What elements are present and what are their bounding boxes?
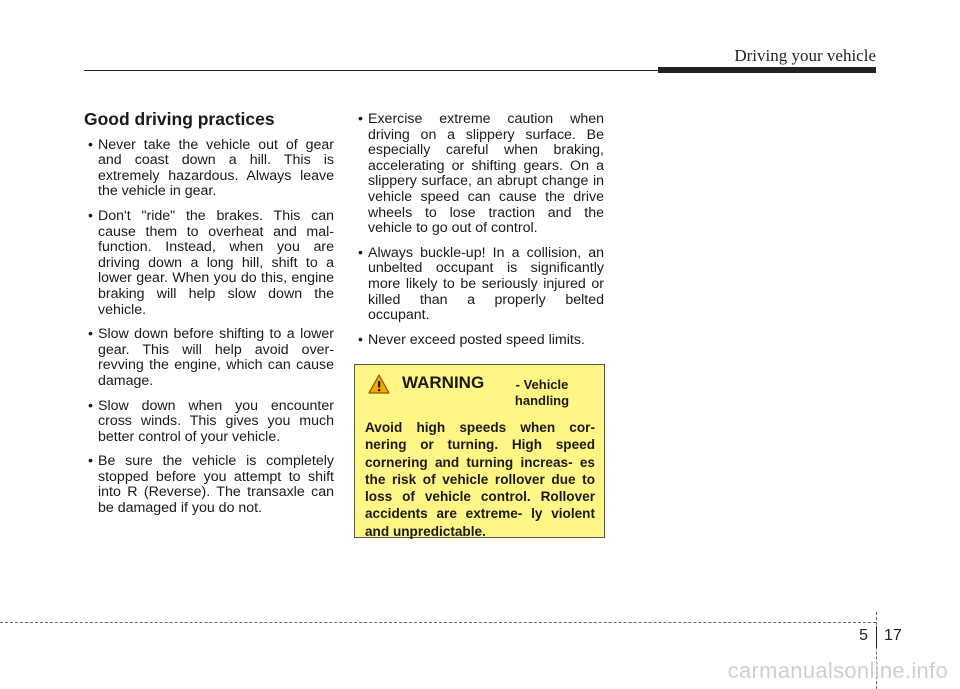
list-item: • Never take the vehicle out of gear and coast down a hill. This is extremely hazardous. Always leave the vehicle in gear. (84, 138, 334, 200)
list-item: • Be sure the vehicle is completely stopped before you attempt to shift into R (Reverse). The transaxle can be damaged if you do not. (84, 454, 334, 516)
warning-subtitle-line2: handling (514, 393, 570, 408)
warning-subtitle (497, 377, 587, 409)
running-head: Driving your vehicle (734, 46, 876, 65)
list-item: • Always buckle-up! In a collision, an unbelted occupant is significantly more likely to be seriously injured or killed than a properly belted occupant. (354, 246, 604, 324)
warning-triangle-icon (368, 374, 390, 394)
header-rule-thin (84, 70, 660, 71)
warning-box (354, 364, 605, 538)
watermark: carmanualsonline.info (727, 658, 948, 683)
left-column (84, 110, 334, 526)
list-item: • Never exceed posted speed limits. (354, 333, 604, 349)
footer-dashed-rule (0, 622, 876, 623)
page-number: 17 (884, 627, 902, 644)
list-item: • Slow down before shifting to a lower gear. This will help avoid over-revving the engine, which can cause damage. (84, 327, 334, 389)
list-item: • Don't "ride" the brakes. This can cause them to overheat and mal- function. Instead, when you are driving down a long hill, shift to a lower gear. When you do this, engine braking will help slow down the vehicle. (84, 209, 334, 318)
list-item: • Exercise extreme caution when driving on a slippery surface. Be especially careful when braking, accelerating or shifting gears. On a slippery surface, an abrupt change in vehicle speed can cause the drive wheels to lose traction and the vehicle to go out of control. (354, 112, 604, 237)
right-column (354, 112, 604, 357)
section-title: Good driving practices (84, 109, 275, 129)
bullet-list-left (84, 138, 334, 517)
chapter-number: 5 (859, 627, 868, 644)
warning-body: Avoid high speeds when cor- nering or turning. High speed cornering and turning increas- es the risk of vehicle rollover due to loss of vehicle control. Rollover accidents are extreme- ly violent and unpredictable. (365, 420, 595, 539)
list-item: • Slow down when you encounter cross winds. This gives you much better control of your vehicle. (84, 399, 334, 446)
bullet-list-right (354, 112, 604, 348)
warning-title: WARNING (402, 373, 485, 392)
warning-header (365, 373, 595, 419)
header-rule-thick (658, 67, 876, 73)
warning-subtitle-line1: - Vehicle (515, 377, 569, 392)
footer-divider (876, 626, 877, 648)
